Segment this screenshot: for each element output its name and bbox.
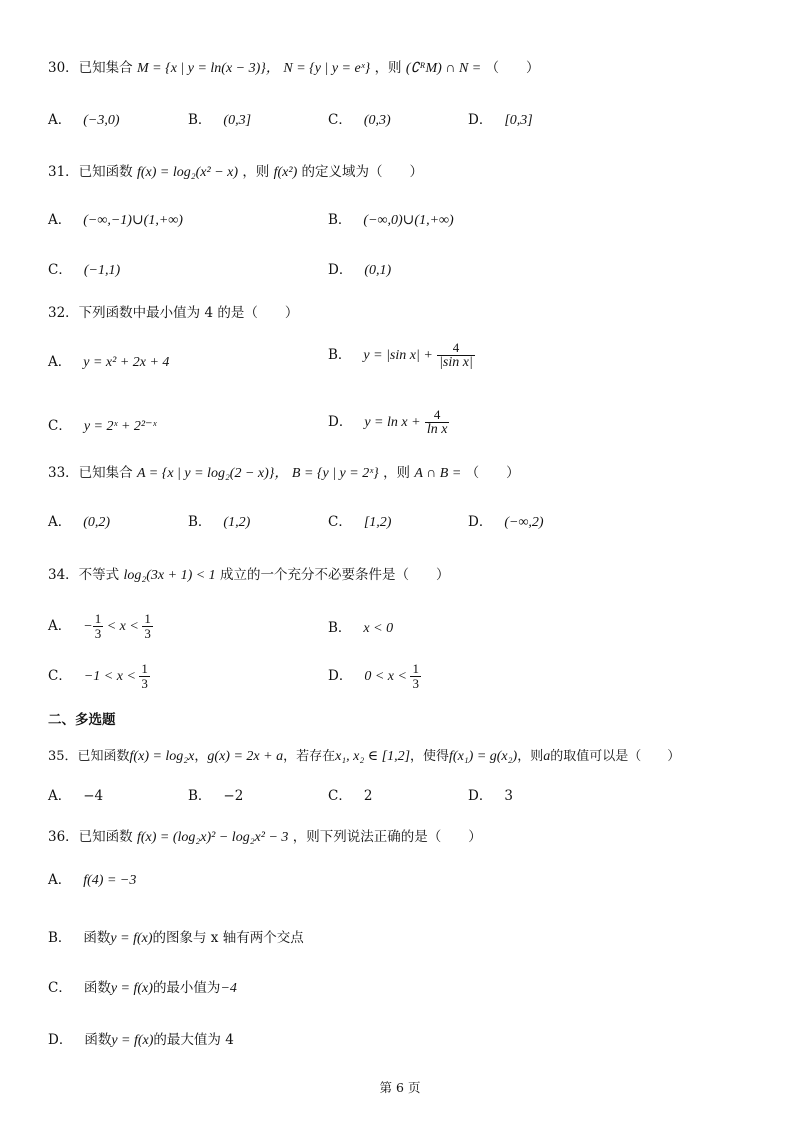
option-text: 函数	[83, 930, 111, 946]
option-text: (1,2)	[223, 515, 251, 530]
option-math: 0 < x <	[364, 669, 411, 684]
q36-prefix: 36．已知函数	[48, 829, 133, 845]
question-30-stem	[48, 58, 540, 79]
option-text: 函数	[83, 980, 111, 996]
q31-option-d[interactable]	[328, 260, 391, 281]
q35-param: a	[543, 749, 551, 764]
q34-option-b[interactable]	[328, 618, 393, 639]
option-text: x < 0	[363, 621, 394, 636]
option-text: [0,3]	[504, 113, 533, 128]
q36-paren: ，则下列说法正确的是（ ）	[292, 829, 482, 845]
q30-option-d[interactable]	[468, 110, 533, 131]
q31-expr: f(x²)	[273, 165, 298, 180]
option-label: D．	[468, 112, 493, 128]
section-heading-multiple-choice: 二、多选题	[48, 712, 116, 728]
numerator: 4	[425, 408, 450, 423]
q32-option-d[interactable]	[328, 405, 449, 440]
q30-tail: ，则	[374, 60, 402, 76]
numerator: 1	[141, 661, 148, 676]
q34-tail: 成立的一个充分不必要条件是（ ）	[219, 567, 450, 583]
option-label: A．	[48, 618, 72, 634]
option-label: B．	[328, 347, 352, 363]
option-label: C．	[48, 668, 72, 684]
q33-option-d[interactable]	[468, 512, 544, 533]
option-label: A．	[48, 112, 72, 128]
option-text: 的最小值为	[152, 980, 221, 996]
q30-option-a[interactable]	[48, 110, 120, 131]
option-text: (0,2)	[83, 515, 111, 530]
option-label: A．	[48, 212, 72, 228]
option-text: 的最大值为 4	[153, 1032, 234, 1048]
option-text: (−∞,2)	[504, 515, 544, 530]
option-label: D．	[328, 262, 353, 278]
q30-option-c[interactable]	[328, 110, 391, 131]
q35-g: g(x) = 2x + a	[207, 749, 284, 764]
option-text: (0,1)	[364, 263, 392, 278]
q36-func: f(x) = (log₂x)² − log₂x² − 3	[136, 830, 289, 845]
option-text: (0,3)	[363, 113, 391, 128]
option-text: [1,2)	[363, 515, 392, 530]
option-text: (−3,0)	[83, 113, 120, 128]
q35-option-b[interactable]	[188, 786, 243, 806]
option-label: D．	[468, 788, 493, 804]
q33-sets: A = {x | y = log₂(2 − x)}， B = {y | y = 2ˣ}	[136, 466, 379, 481]
q33-option-c[interactable]	[328, 512, 391, 533]
option-text: −2	[223, 788, 244, 804]
q35-prefix: 35．已知函数	[48, 749, 130, 764]
option-text: (−∞,−1)∪(1,+∞)	[83, 213, 183, 228]
option-math: y = f(x)	[111, 1033, 154, 1048]
option-text: 3	[504, 788, 513, 804]
numerator: 1	[144, 611, 151, 626]
q30-sets: M = {x | y = ln(x − 3)}， N = {y | y = eˣ}	[136, 61, 371, 76]
q35-mid3: ，则	[517, 749, 544, 764]
option-text: (−∞,0)∪(1,+∞)	[363, 213, 454, 228]
option-text: 2	[363, 788, 373, 804]
option-label: C．	[328, 788, 352, 804]
q35-mid2: ，使得	[410, 749, 450, 764]
denominator: 3	[144, 626, 151, 641]
q34-option-a[interactable]	[48, 608, 153, 645]
fraction	[139, 662, 150, 691]
denominator: 3	[412, 676, 419, 691]
option-text: y = ln x +	[364, 415, 421, 430]
option-text: 函数	[84, 1032, 112, 1048]
q30-expr: (∁ᴿM) ∩ N =	[405, 61, 482, 76]
q32-option-c[interactable]	[48, 416, 156, 437]
q30-option-b[interactable]	[188, 110, 251, 131]
fraction	[437, 341, 475, 370]
q36-option-c[interactable]	[48, 978, 237, 999]
option-label: D．	[328, 668, 353, 684]
question-35-stem	[48, 747, 680, 767]
option-math: y = f(x)	[110, 931, 153, 946]
page-number: 第 6 页	[379, 1080, 421, 1095]
q35-f: f(x) = log₂x	[129, 749, 195, 764]
q32-option-b[interactable]	[328, 338, 475, 373]
fraction	[425, 408, 450, 437]
numerator: 1	[94, 611, 102, 626]
q31-func: f(x) = log₂(x² − x)	[136, 165, 239, 180]
option-math: < x <	[103, 619, 143, 634]
option-text: (0,3]	[223, 113, 252, 128]
option-label: C．	[48, 262, 72, 278]
question-34-stem	[48, 565, 449, 586]
numerator: 4	[437, 341, 475, 356]
q35-sep: ，	[194, 749, 208, 764]
q31-option-c[interactable]	[48, 260, 120, 281]
denominator: 3	[94, 626, 102, 641]
option-label: B．	[188, 514, 212, 530]
q35-option-c[interactable]	[328, 786, 372, 806]
q35-option-d[interactable]	[468, 786, 513, 806]
option-label: A．	[48, 788, 72, 804]
q36-option-a[interactable]	[48, 870, 136, 891]
option-label: C．	[328, 112, 352, 128]
option-text: y = 2ˣ + 2²⁻ˣ	[83, 419, 157, 434]
option-label: D．	[468, 514, 493, 530]
option-label: A．	[48, 872, 72, 888]
q34-prefix: 34．不等式	[48, 567, 120, 583]
q35-paren: 的取值可以是（ ）	[550, 749, 681, 764]
fraction	[410, 662, 421, 691]
q32-prefix: 32．下列函数中最小值为 4 的是（ ）	[48, 305, 299, 321]
option-text: −4	[83, 788, 104, 804]
q34-option-d[interactable]	[328, 658, 421, 695]
question-31-stem	[48, 162, 423, 183]
option-math: y = f(x)	[110, 981, 153, 996]
option-text: (−1,1)	[83, 263, 121, 278]
option-label: C．	[328, 514, 352, 530]
denominator: ln x	[426, 422, 448, 437]
q33-option-a[interactable]	[48, 512, 110, 533]
question-32-stem	[48, 303, 298, 323]
q33-option-b[interactable]	[188, 512, 250, 533]
q33-prefix: 33．已知集合	[48, 465, 133, 481]
option-label: B．	[48, 930, 72, 946]
option-label: A．	[48, 514, 72, 530]
q34-option-c[interactable]	[48, 658, 150, 695]
q30-paren: （ ）	[485, 60, 540, 76]
q32-option-a[interactable]	[48, 352, 169, 373]
question-36-stem	[48, 827, 482, 848]
q31-tail: ，则	[242, 164, 270, 180]
option-label: B．	[188, 788, 212, 804]
option-math: −1 < x <	[83, 669, 140, 684]
option-label: D．	[48, 1032, 73, 1048]
option-label: C．	[48, 980, 72, 996]
denominator: 3	[141, 676, 148, 691]
q33-tail: ，则	[383, 465, 411, 481]
option-text: y = x² + 2x + 4	[83, 355, 170, 370]
option-text: 的图象与 x 轴有两个交点	[152, 930, 304, 946]
numerator: 1	[412, 661, 419, 676]
fraction	[93, 612, 104, 641]
option-label: B．	[188, 112, 212, 128]
fraction	[142, 612, 153, 641]
option-math: −4	[220, 981, 237, 996]
denominator: |sin x|	[439, 355, 473, 370]
q36-option-b[interactable]	[48, 928, 304, 949]
option-text: y = |sin x| +	[363, 348, 433, 363]
q31-option-b[interactable]	[328, 210, 454, 231]
q35-mid: ，若存在	[283, 749, 336, 764]
q36-option-d[interactable]	[48, 1030, 234, 1051]
option-math: −	[83, 619, 93, 634]
q31-option-a[interactable]	[48, 210, 183, 231]
q35-domain: x₁, x₂ ∈ [1,2]	[335, 749, 411, 764]
q33-paren: （ ）	[465, 465, 520, 481]
q31-prefix: 31．已知函数	[48, 164, 133, 180]
q35-option-a[interactable]	[48, 786, 103, 806]
question-33-stem	[48, 463, 520, 484]
q33-expr: A ∩ B =	[414, 466, 462, 481]
option-label: B．	[328, 620, 352, 636]
q35-equation: f(x₁) = g(x₂)	[449, 749, 518, 764]
q30-prefix: 30．已知集合	[48, 60, 133, 76]
q34-inequality: log₂(3x + 1) < 1	[123, 568, 216, 583]
option-label: C．	[48, 418, 72, 434]
option-math: f(4) = −3	[83, 873, 137, 888]
q31-paren: 的定义域为（ ）	[301, 164, 424, 180]
option-label: A．	[48, 354, 72, 370]
option-label: D．	[328, 414, 353, 430]
option-label: B．	[328, 212, 352, 228]
